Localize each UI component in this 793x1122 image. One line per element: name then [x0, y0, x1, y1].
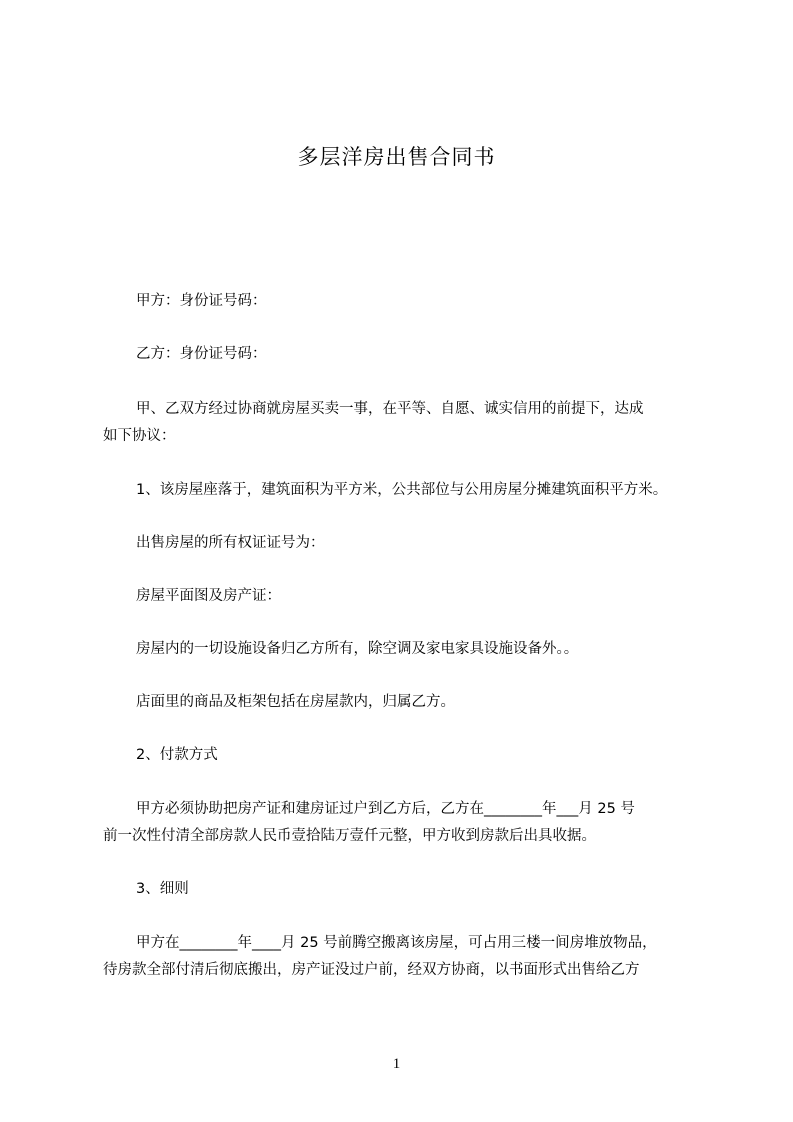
document-title: 多层洋房出售合同书 [297, 145, 496, 169]
page-number: 1 [392, 1056, 401, 1072]
party-a-line: 甲方：身份证号码： [136, 293, 267, 309]
facilities-line: 房屋内的一切设施设备归乙方所有，除空调及家电家具设施设备外。。 [136, 641, 579, 657]
goods-line: 店面里的商品及柜架包括在房屋款内，归属乙方。 [136, 694, 455, 710]
payment-line-1: 甲方必须协助把房产证和建房证过户到乙方后，乙方在________年___月 25 号 [136, 801, 635, 817]
clause-3-heading: 3、细则 [136, 881, 189, 897]
clause-2-heading: 2、付款方式 [136, 747, 218, 763]
party-b-line: 乙方：身份证号码： [136, 346, 267, 362]
payment-line-2: 前一次性付清全部房款人民币壹拾陆万壹仟元整，甲方收到房款后出具收据。 [103, 828, 596, 844]
detail-line-1: 甲方在________年____月 25 号前腾空搬离该房屋，可占用三楼一间房堆放物品， [136, 935, 657, 951]
detail-line-2: 待房款全部付清后彻底搬出，房产证没过户前，经双方协商，以书面形式出售给乙方 [103, 962, 640, 978]
intro-line-2: 如下协议： [103, 428, 176, 444]
floor-plan-line: 房屋平面图及房产证： [136, 588, 281, 604]
intro-line-1: 甲、乙双方经过协商就房屋买卖一事，在平等、自愿、诚实信用的前提下，达成 [136, 401, 644, 417]
certificate-number-line: 出售房屋的所有权证证号为： [136, 535, 325, 551]
clause-1-line: 1、该房屋座落于，建筑面积为平方米，公共部位与公用房屋分摊建筑面积平方米。 [136, 482, 668, 498]
